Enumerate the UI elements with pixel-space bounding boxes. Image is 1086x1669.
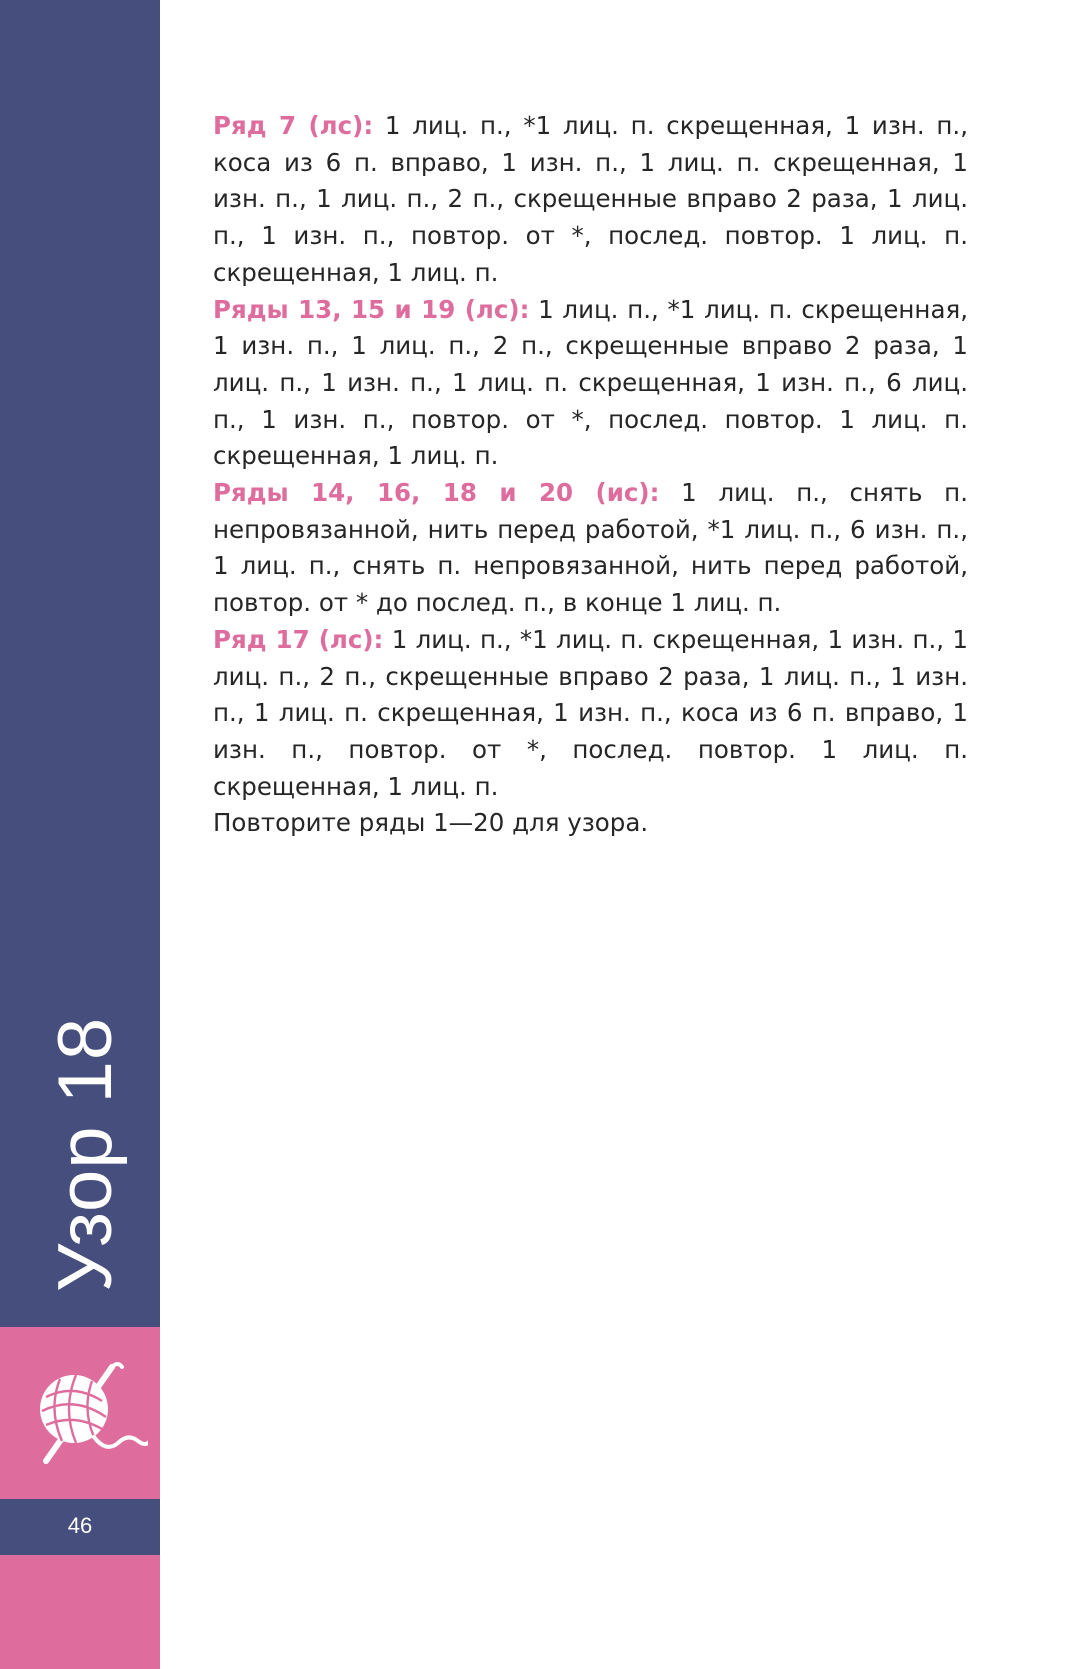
row-text: 1 лиц. п., снять п. непровязанной, нить перед работой, *1 лиц. п., 6 изн. п., 1 лиц. п., снять п. непровязанной, нить перед работой, повтор. от * до послед. п., в конце 1 лиц. п. [213, 478, 968, 618]
row-label: Ряды 14, 16, 18 и 20 (ис): [213, 478, 660, 508]
page-number-block [0, 1499, 160, 1555]
closing-note: Повторите ряды 1—20 для узора. [213, 808, 649, 838]
instruction-row-17 [213, 622, 968, 806]
row-text: 1 лиц. п., *1 лиц. п. скрещенная, 1 изн. п., коса из 6 п. вправо, 1 изн. п., 1 лиц. п. скрещенная, 1 изн. п., 1 лиц. п., 2 п., скрещенные вправо 2 раза, 1 лиц. п., 1 изн. п., повтор. от *, послед. повтор. 1 лиц. п. скрещенная, 1 лиц. п. [213, 111, 968, 287]
row-label: Ряд 17 (лс): [213, 624, 384, 654]
instruction-rows-14-16-18-20 [213, 475, 968, 622]
bottom-block [0, 1555, 160, 1669]
instruction-rows-13-15-19 [213, 292, 968, 476]
yarn-ball-crochet-hook-icon [30, 1357, 148, 1469]
row-text: 1 лиц. п., *1 лиц. п. скрещенная, 1 изн. п., 1 лиц. п., 2 п., скрещенные вправо 2 раза, 1 лиц. п., 1 изн. п., 1 лиц. п. скрещенная, 1 изн. п., коса из 6 п. вправо, 1 изн. п., повтор. от *, послед. повтор. 1 лиц. п. скрещенная, 1 лиц. п. [213, 624, 968, 801]
icon-block [0, 1327, 160, 1499]
page-number: 46 [67, 1513, 93, 1538]
pattern-title: Узор 18 [43, 1016, 128, 1292]
row-text: 1 лиц. п., *1 лиц. п. скрещенная, 1 изн. п., 1 лиц. п., 2 п., скрещенные вправо 2 раза, 1 лиц. п., 1 изн. п., 1 лиц. п. скрещенная, 1 изн. п., 6 лиц. п., 1 изн. п., повтор. от *, послед. повтор. 1 лиц. п. скрещенная, 1 лиц. п. [213, 294, 968, 471]
row-label: Ряды 13, 15 и 19 (лс): [213, 294, 530, 324]
instruction-row-7 [213, 108, 968, 292]
instructions-text [213, 108, 968, 842]
row-label: Ряд 7 (лс): [213, 111, 374, 140]
